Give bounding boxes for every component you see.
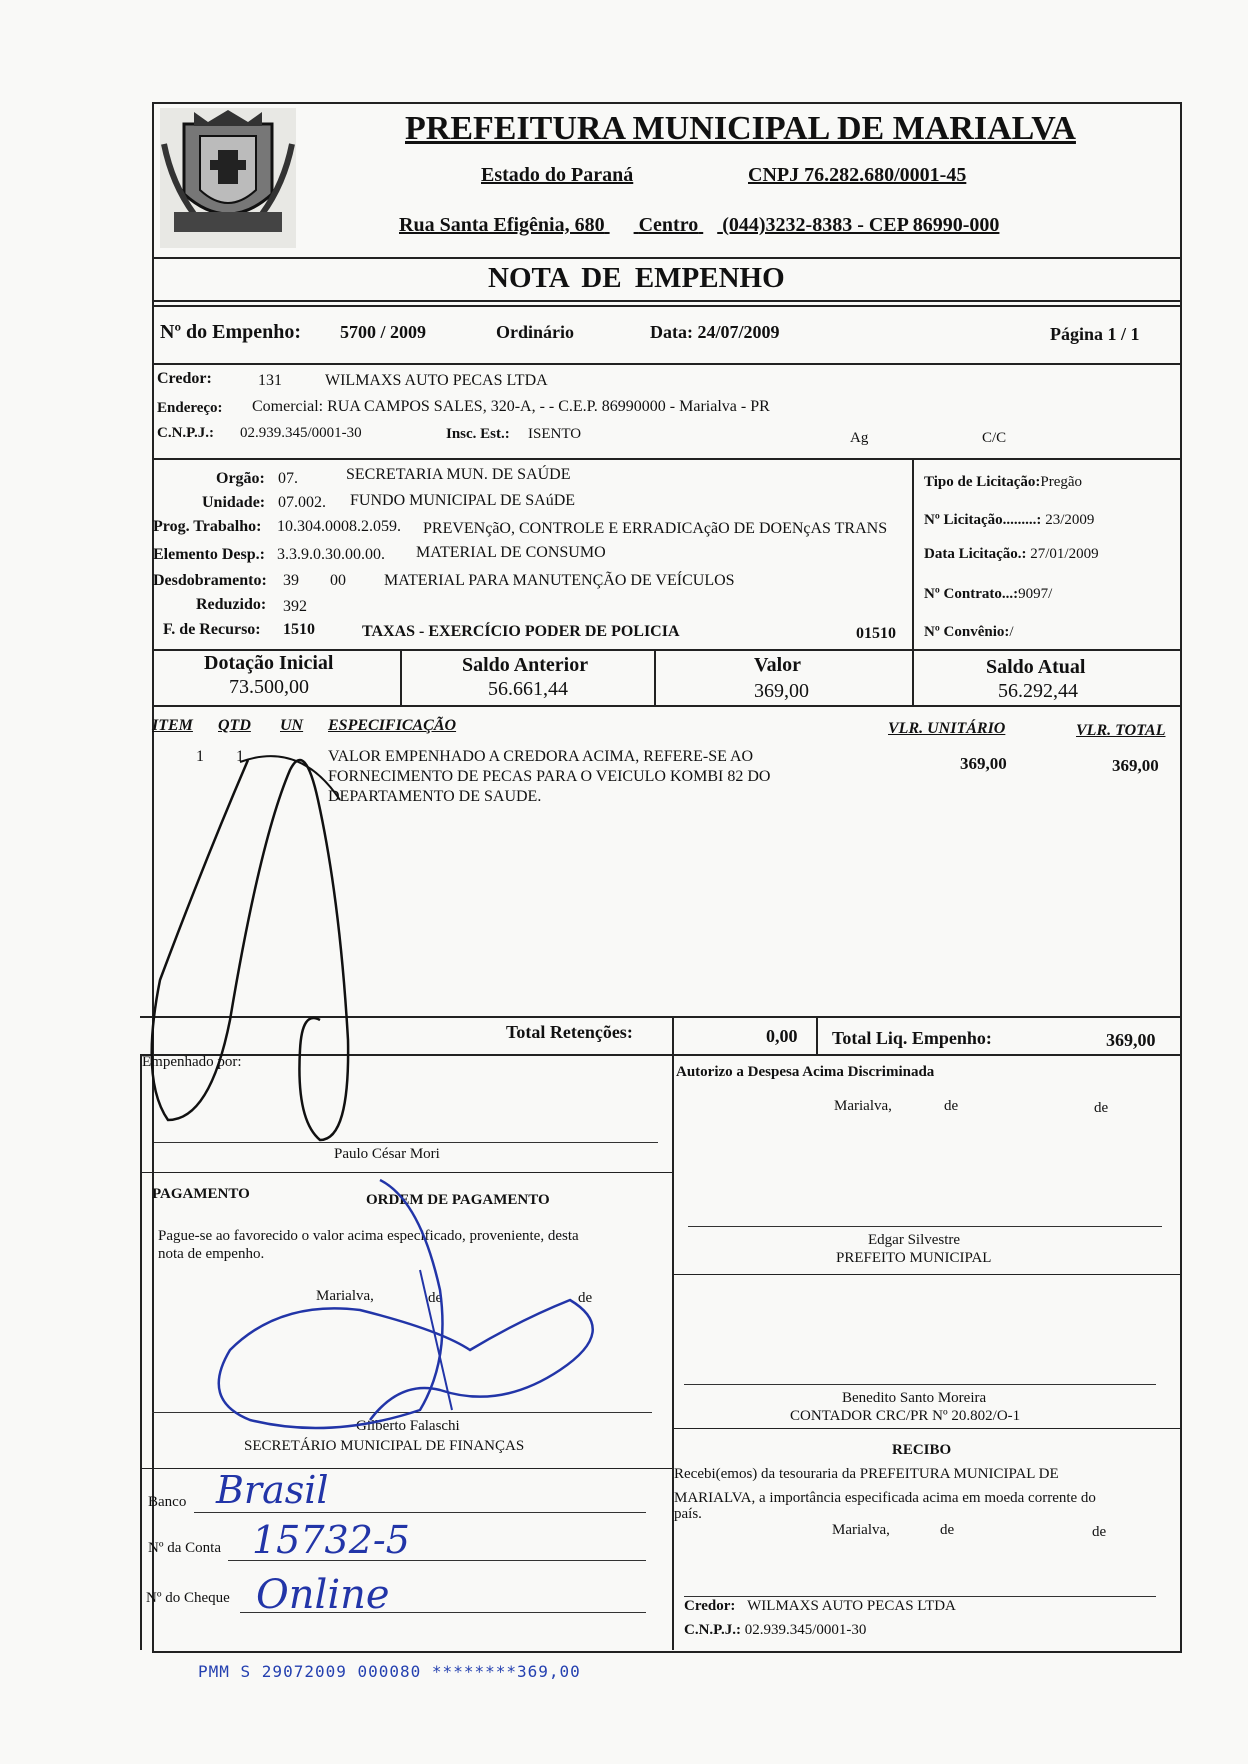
item-desc-line1: VALOR EMPENHADO A CREDORA ACIMA, REFERE-SE AO [328, 748, 754, 765]
divider [140, 1016, 1180, 1018]
total-liquido-label: Total Liq. Empenho: [832, 1028, 992, 1048]
data-licitacao-label: Data Licitação.: [924, 546, 1027, 562]
divider [912, 458, 914, 650]
orgao-label: Orgão: [216, 470, 265, 487]
cnpj-header: CNPJ 76.282.680/0001-45 [748, 164, 967, 186]
credor-code: 131 [258, 372, 282, 389]
fone-cep: (044)3232-8383 - CEP 86990-000 [722, 214, 1000, 236]
prefeito-signature-line [688, 1226, 1162, 1227]
item-qtd: 1 [236, 748, 244, 765]
recibo-texto1: Recebi(emos) da tesouraria da PREFEITURA MUNICIPAL DE [674, 1466, 1059, 1482]
conta-label: Nº da Conta [148, 1540, 221, 1556]
divider [672, 1016, 674, 1054]
recibo-credor-name: WILMAXS AUTO PECAS LTDA [747, 1598, 956, 1614]
divider [654, 649, 656, 705]
endereco: Comercial: RUA CAMPOS SALES, 320-A, - - C.E.P. 86990000 - Marialva - PR [252, 398, 770, 415]
cheque-label: Nº do Cheque [146, 1590, 230, 1606]
divider [152, 300, 1180, 302]
convenio [924, 624, 1014, 641]
item-desc-line2: FORNECIMENTO DE PECAS PARA O VEICULO KOMBI 82 DO [328, 768, 771, 785]
numero-licitacao-label: Nº Licitação.........: [924, 512, 1042, 528]
prog-name: PREVENçãO, CONTROLE E ERRADICAçãO DE DOENçAS TRANS [423, 520, 888, 537]
recibo-cnpj-label: C.N.P.J.: [684, 1622, 741, 1638]
bairro: Centro [638, 214, 699, 236]
desdobramento-code2: 00 [330, 572, 346, 589]
rua: Rua Santa Efigênia, 680 [399, 214, 605, 236]
contador-signature-line [684, 1384, 1156, 1385]
reduzido-value: 392 [283, 598, 307, 615]
ordem-pagamento-label: ORDEM DE PAGAMENTO [366, 1192, 550, 1208]
empenho-number-label: Nº do Empenho: [160, 321, 302, 343]
autorizo-de2: de [1094, 1100, 1109, 1116]
prog-label: Prog. Trabalho: [153, 518, 262, 535]
insc-label: Insc. Est.: [446, 426, 510, 442]
unidade-code: 07.002. [278, 494, 326, 511]
saldo-anterior-value: 56.661,44 [488, 678, 568, 700]
divider [152, 649, 1180, 651]
empenhado-por-name: Paulo César Mori [334, 1146, 440, 1162]
reduzido-label: Reduzido: [196, 596, 267, 613]
desdobramento-name: MATERIAL PARA MANUTENÇÃO DE VEÍCULOS [384, 572, 735, 589]
elemento-code: 3.3.9.0.30.00.00. [277, 546, 385, 563]
elemento-label: Elemento Desp.: [153, 546, 265, 563]
tipo-licitacao-value: Pregão [1040, 474, 1083, 490]
endereco-label: Endereço: [157, 400, 223, 416]
recibo-credor-label: Credor: [684, 1598, 736, 1614]
divider [140, 1054, 142, 1650]
page-title: PREFEITURA MUNICIPAL DE MARIALVA [405, 110, 1076, 147]
conta-handwritten: 15732-5 [252, 1518, 410, 1562]
col-valor-unitario: VLR. UNITÁRIO [888, 720, 1006, 737]
fonte-number: 01510 [856, 625, 896, 642]
bank-authentication-stamp: PMM S 29072009 000080 ********369,00 [198, 1662, 581, 1681]
elemento-name: MATERIAL DE CONSUMO [416, 544, 606, 561]
divider [912, 649, 914, 705]
banco-label: Banco [148, 1494, 187, 1510]
cheque-handwritten: Online [256, 1572, 390, 1618]
orgao-code: 07. [278, 470, 298, 487]
item-total-value: 369,00 [1112, 756, 1159, 775]
autorizo-de1: de [944, 1098, 959, 1114]
fonte-name: TAXAS - EXERCÍCIO PODER DE POLICIA [362, 623, 680, 640]
tipo-licitacao-label: Tipo de Licitação: [924, 474, 1041, 490]
saldo-atual-label: Saldo Atual [986, 656, 1086, 678]
divider [140, 1172, 672, 1173]
divider [152, 363, 1180, 365]
fonte-code: 1510 [283, 621, 315, 638]
data-licitacao-value: 27/01/2009 [1030, 546, 1099, 562]
valor-value: 369,00 [754, 680, 809, 702]
cnpj-label: C.N.P.J.: [157, 425, 214, 441]
secretario-signature-line [152, 1412, 652, 1413]
empenho-type: Ordinário [496, 322, 575, 342]
pagamento-de2: de [578, 1290, 593, 1306]
recibo-texto2: MARIALVA, a importância especificada acima em moeda corrente do [674, 1490, 1096, 1506]
convenio-value: / [1009, 624, 1014, 640]
prefeito-title: PREFEITO MUNICIPAL [836, 1250, 992, 1266]
unidade-name: FUNDO MUNICIPAL DE SAúDE [350, 492, 576, 509]
document-title: NOTA DE EMPENHO [488, 262, 785, 294]
divider [152, 305, 1180, 307]
fonte-label: F. de Recurso: [163, 621, 261, 638]
banco-handwritten: Brasil [216, 1468, 329, 1512]
total-retencoes-value: 0,00 [766, 1026, 798, 1046]
item-desc-line3: DEPARTAMENTO DE SAUDE. [328, 788, 542, 805]
convenio-label: Nº Convênio: [924, 624, 1010, 640]
col-item: ITEM [152, 717, 193, 734]
desdobramento-code1: 39 [283, 572, 299, 589]
recibo-signature-line [684, 1596, 1156, 1597]
dotacao-inicial-label: Dotação Inicial [204, 652, 334, 674]
page-number: Página 1 / 1 [1050, 324, 1140, 344]
secretario-title: SECRETÁRIO MUNICIPAL DE FINANÇAS [244, 1438, 525, 1454]
secretario-name: Gilberto Falaschi [356, 1418, 460, 1434]
desdobramento-label: Desdobramento: [153, 572, 267, 589]
conta-corrente-label: C/C [982, 430, 1007, 446]
address-line [399, 214, 999, 237]
dotacao-inicial-value: 73.500,00 [229, 676, 309, 698]
autorizo-cidade: Marialva, [834, 1098, 892, 1114]
recibo-de2: de [1092, 1524, 1107, 1540]
divider [400, 649, 402, 705]
agencia-label: Ag [850, 430, 869, 446]
insc-value: ISENTO [528, 426, 582, 442]
divider [152, 458, 1180, 460]
divider [152, 705, 1180, 707]
data-licitacao [924, 546, 1099, 563]
unidade-label: Unidade: [202, 494, 266, 511]
banco-line [194, 1512, 646, 1513]
recibo-cnpj-value: 02.939.345/0001-30 [744, 1622, 867, 1638]
recibo-texto3: país. [674, 1506, 702, 1522]
recibo-credor [684, 1598, 956, 1615]
numero-licitacao [924, 512, 1094, 529]
col-qtd: QTD [218, 717, 251, 734]
contador-name: Benedito Santo Moreira [842, 1390, 987, 1406]
pagamento-texto2: nota de empenho. [158, 1246, 265, 1262]
contrato-value: 9097/ [1018, 586, 1053, 602]
contador-title: CONTADOR CRC/PR Nº 20.802/O-1 [790, 1408, 1021, 1424]
divider [140, 1054, 1180, 1056]
saldo-atual-value: 56.292,44 [998, 680, 1078, 702]
recibo-cidade: Marialva, [832, 1522, 890, 1538]
col-valor-total: VLR. TOTAL [1076, 722, 1166, 739]
pagamento-texto1: Pague-se ao favorecido o valor acima especificado, proveniente, desta [158, 1228, 579, 1244]
empenhado-por-label: Empenhado por: [142, 1054, 242, 1070]
contrato-label: Nº Contrato...: [924, 586, 1019, 602]
pagamento-label: PAGAMENTO [152, 1186, 250, 1202]
recibo-title: RECIBO [892, 1442, 952, 1458]
col-un: UN [280, 717, 304, 734]
credor-cnpj: 02.939.345/0001-30 [240, 425, 362, 441]
credor-label: Credor: [157, 370, 212, 387]
pagamento-de1: de [428, 1290, 443, 1306]
item-number: 1 [196, 748, 204, 765]
municipal-coat-of-arms [154, 104, 302, 252]
pagamento-cidade: Marialva, [316, 1288, 374, 1304]
recibo-cnpj [684, 1622, 866, 1639]
numero-licitacao-value: 23/2009 [1045, 512, 1095, 528]
saldo-anterior-label: Saldo Anterior [462, 654, 589, 676]
valor-label: Valor [754, 654, 802, 676]
empenho-number: 5700 / 2009 [340, 322, 427, 342]
total-liquido-value: 369,00 [1106, 1030, 1156, 1050]
contrato [924, 586, 1052, 603]
credor-name: WILMAXS AUTO PECAS LTDA [325, 372, 548, 389]
divider [672, 1054, 674, 1650]
recibo-de1: de [940, 1522, 955, 1538]
empenhado-signature-line [154, 1142, 658, 1143]
divider [672, 1274, 1180, 1275]
autorizo-label: Autorizo a Despesa Acima Discriminada [676, 1064, 935, 1080]
divider [152, 257, 1180, 259]
item-unit-value: 369,00 [960, 754, 1007, 773]
empenho-date: Data: 24/07/2009 [650, 322, 780, 342]
prefeito-name: Edgar Silvestre [868, 1232, 961, 1248]
tipo-licitacao [924, 474, 1082, 491]
orgao-name: SECRETARIA MUN. DE SAÚDE [346, 466, 571, 483]
prog-code: 10.304.0008.2.059. [277, 518, 401, 535]
col-especificacao: ESPECIFICAÇÃO [328, 717, 457, 734]
divider [672, 1428, 1180, 1429]
divider [816, 1016, 818, 1054]
estado-label: Estado do Paraná [481, 164, 634, 186]
total-retencoes-label: Total Retenções: [506, 1022, 633, 1042]
